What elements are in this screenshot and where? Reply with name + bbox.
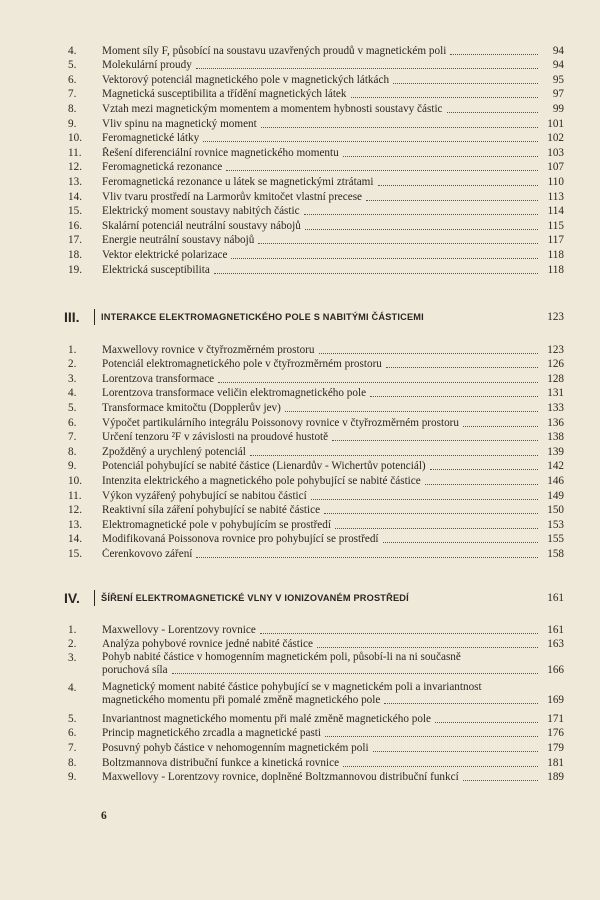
- entry-text: [102, 681, 564, 707]
- entry-page: 169: [547, 694, 564, 707]
- leader-dots: [304, 214, 538, 215]
- leader-dots: [383, 542, 538, 543]
- entry-number: 19.: [68, 263, 82, 276]
- toc-section-part3: [64, 622, 564, 784]
- entry-title: Moment síly F, působící na soustavu uzavřených proudů v magnetickém poli: [102, 44, 447, 57]
- entry-page: 139: [547, 445, 564, 458]
- chapter-heading-iv: [64, 588, 564, 608]
- leader-dots: [258, 243, 538, 244]
- entry-title: Feromagnetické látky: [102, 132, 200, 145]
- entry-title: Analýza pohybové rovnice jedné nabité částice: [102, 638, 313, 651]
- entry-title: Transformace kmitočtu (Dopplerův jev): [102, 401, 281, 414]
- entry-page: 176: [547, 727, 564, 740]
- entry-page: 155: [547, 533, 564, 546]
- entry-title: Vztah mezi magnetickým momentem a momentem hybnosti soustavy částic: [102, 102, 443, 115]
- entry-title: Lorentzova transformace: [102, 372, 215, 385]
- entry-page: 153: [547, 518, 564, 531]
- toc-entry: [64, 160, 564, 175]
- leader-dots: [393, 83, 538, 84]
- toc-entry: [64, 357, 564, 372]
- leader-dots: [285, 411, 538, 412]
- entry-title: Maxwellovy - Lorentzovy rovnice: [102, 623, 256, 636]
- toc-entry: [64, 651, 564, 681]
- page-number: 6: [101, 810, 107, 822]
- toc-entry: [64, 247, 564, 262]
- toc-entry: [64, 386, 564, 401]
- entry-text: [102, 651, 564, 677]
- entry-page: 118: [547, 263, 564, 276]
- entry-page: 97: [552, 88, 564, 101]
- entry-number: 15.: [68, 205, 82, 218]
- divider: [94, 309, 95, 325]
- toc-entry: [64, 726, 564, 741]
- entry-page: 133: [547, 401, 564, 414]
- leader-dots: [366, 200, 538, 201]
- entry-number: 2.: [68, 358, 77, 371]
- entry-title: Reaktivní síla záření pohybující se nabité částice: [102, 504, 321, 517]
- entry-title: Potenciál pohybující se nabité částice (Lienardův - Wichertův potenciál): [102, 460, 426, 473]
- leader-dots: [203, 141, 538, 142]
- entry-page: 101: [547, 117, 564, 130]
- entry-number: 6.: [68, 416, 77, 429]
- leader-dots: [317, 647, 538, 648]
- leader-dots: [324, 513, 538, 514]
- entry-title: Maxwellovy - Lorentzovy rovnice, doplněné Boltzmannovou distribuční funkcí: [102, 771, 459, 784]
- leader-dots: [450, 54, 538, 55]
- entry-page: 126: [547, 358, 564, 371]
- entry-number: 10.: [68, 132, 82, 145]
- leader-dots: [373, 751, 538, 752]
- toc-entry: [64, 342, 564, 357]
- entry-page: 146: [547, 474, 564, 487]
- entry-title: Potenciál elektromagnetického pole v čtyřrozměrném prostoru: [102, 358, 382, 371]
- entry-number: 4.: [68, 44, 77, 57]
- entry-page: 107: [547, 161, 564, 174]
- chapter-page: 123: [547, 311, 564, 323]
- entry-number: 5.: [68, 401, 77, 414]
- leader-dots: [231, 258, 538, 259]
- chapter-heading-iii: [64, 307, 564, 327]
- entry-page: 136: [547, 416, 564, 429]
- entry-number: 17.: [68, 234, 82, 247]
- toc-entry: [64, 430, 564, 445]
- entry-number: 8.: [68, 756, 77, 769]
- leader-dots: [172, 673, 538, 674]
- chapter-title: ŠÍŘENÍ ELEKTROMAGNETICKÉ VLNY V IONIZOVANÉM PROSTŘEDÍ: [101, 593, 409, 603]
- entry-title: Vektor elektrické polarizace: [102, 248, 228, 261]
- toc-entry: [64, 131, 564, 146]
- entry-title: Řešení diferenciální rovnice magnetického momentu: [102, 146, 339, 159]
- toc-entry: [64, 473, 564, 488]
- toc-entry: [64, 681, 564, 711]
- entry-title: Určení tenzoru ²F v závislosti na proudové hustotě: [102, 431, 329, 444]
- entry-number: 3.: [68, 372, 77, 385]
- toc-entry: [64, 400, 564, 415]
- entry-page: 94: [552, 59, 564, 72]
- entry-page: 150: [547, 504, 564, 517]
- entry-title-line2: [102, 664, 564, 677]
- leader-dots: [226, 170, 538, 171]
- entry-number: 9.: [68, 771, 77, 784]
- entry-title: Feromagnetická rezonance u látek se magnetickými ztrátami: [102, 175, 374, 188]
- entry-title: Elektrický moment soustavy nabitých částic: [102, 205, 300, 218]
- entry-title: Princip magnetického zrcadla a magnetické pasti: [102, 727, 321, 740]
- leader-dots: [319, 353, 539, 354]
- entry-page: 138: [547, 431, 564, 444]
- entry-title: Skalární potenciál neutrální soustavy nábojů: [102, 219, 301, 232]
- leader-dots: [196, 557, 538, 558]
- toc-entry: [64, 58, 564, 73]
- entry-title: magnetického momentu při pomalé změně magnetického pole: [102, 694, 381, 707]
- toc-entry: [64, 740, 564, 755]
- entry-page: 189: [547, 771, 564, 784]
- entry-page: 113: [547, 190, 564, 203]
- entry-number: 6.: [68, 73, 77, 86]
- leader-dots: [384, 703, 538, 704]
- entry-title: Výkon vyzářený pohybující se nabitou částicí: [102, 489, 307, 502]
- leader-dots: [261, 127, 538, 128]
- leader-dots: [435, 722, 538, 723]
- toc-entry: [64, 145, 564, 160]
- entry-number: 18.: [68, 248, 82, 261]
- leader-dots: [335, 528, 538, 529]
- entry-title: Magnetická susceptibilita a třídění magnetických látek: [102, 88, 347, 101]
- entry-number: 11.: [68, 146, 82, 159]
- leader-dots: [343, 156, 538, 157]
- chapter-title: INTERAKCE ELEKTROMAGNETICKÉHO POLE S NABITÝMI ČÁSTICEMI: [101, 312, 424, 322]
- leader-dots: [425, 484, 538, 485]
- leader-dots: [196, 68, 538, 69]
- entry-page: 161: [547, 623, 564, 636]
- entry-number: 13.: [68, 175, 82, 188]
- entry-title: Výpočet partikulárního integrálu Poissonovy rovnice v čtyřrozměrném prostoru: [102, 416, 459, 429]
- entry-title-line1: Magnetický moment nabité částice pohybující se v magnetickém poli a invariantnost: [102, 681, 482, 694]
- toc-entry: [64, 101, 564, 116]
- entry-number: 11.: [68, 489, 82, 502]
- entry-title: Zpožděný a urychlený potenciál: [102, 445, 246, 458]
- toc-entry: [64, 517, 564, 532]
- entry-page: 114: [547, 205, 564, 218]
- entry-title: Vektorový potenciál magnetického pole v magnetických látkách: [102, 73, 390, 86]
- entry-page: 181: [547, 756, 564, 769]
- entry-page: 123: [547, 343, 564, 356]
- toc-entry: [64, 371, 564, 386]
- entry-title: Čerenkovovo záření: [102, 547, 193, 560]
- entry-title: Feromagnetická rezonance: [102, 161, 223, 174]
- entry-page: 128: [547, 372, 564, 385]
- toc-section-part1: [64, 43, 564, 277]
- entry-title-line1: Pohyb nabité částice v homogenním magnetickém poli, působí-li na ni současně: [102, 651, 461, 664]
- entry-number: 4.: [68, 387, 77, 400]
- entry-number: 3.: [68, 652, 77, 665]
- entry-page: 166: [547, 664, 564, 677]
- entry-page: 163: [547, 638, 564, 651]
- entry-number: 12.: [68, 161, 82, 174]
- entry-number: 16.: [68, 219, 82, 232]
- entry-number: 15.: [68, 547, 82, 560]
- toc-entry: [64, 459, 564, 474]
- toc-entry: [64, 204, 564, 219]
- entry-title: Invariantnost magnetického momentu při malé změně magnetického pole: [102, 712, 431, 725]
- entry-title: poruchová síla: [102, 664, 168, 677]
- divider: [94, 590, 95, 606]
- entry-page: 179: [547, 741, 564, 754]
- leader-dots: [463, 426, 538, 427]
- entry-title: Vliv tvaru prostředí na Larmorův kmitočet vlastní precese: [102, 190, 363, 203]
- entry-title: Maxwellovy rovnice v čtyřrozměrném prostoru: [102, 343, 315, 356]
- toc-entry: [64, 503, 564, 518]
- entry-title: Molekulární proudy: [102, 59, 192, 72]
- leader-dots: [370, 396, 538, 397]
- leader-dots: [386, 367, 538, 368]
- entry-number: 14.: [68, 533, 82, 546]
- entry-number: 7.: [68, 741, 77, 754]
- toc-entry: [64, 174, 564, 189]
- entry-number: 9.: [68, 117, 77, 130]
- entry-number: 5.: [68, 59, 77, 72]
- chapter-number: IV.: [64, 590, 80, 606]
- entry-page: 115: [547, 219, 564, 232]
- entry-page: 171: [547, 712, 564, 725]
- entry-title: Lorentzova transformace veličin elektromagnetického pole: [102, 387, 367, 400]
- entry-number: 12.: [68, 504, 82, 517]
- entry-title: Elektromagnetické pole v pohybujícím se prostředí: [102, 518, 331, 531]
- toc-entry: [64, 444, 564, 459]
- toc-entry: [64, 488, 564, 503]
- toc-entry: [64, 622, 564, 637]
- leader-dots: [305, 229, 538, 230]
- leader-dots: [430, 469, 538, 470]
- entry-page: 118: [547, 248, 564, 261]
- entry-page: 103: [547, 146, 564, 159]
- entry-number: 1.: [68, 623, 77, 636]
- entry-page: 95: [552, 73, 564, 86]
- entry-number: 6.: [68, 727, 77, 740]
- entry-page: 142: [547, 460, 564, 473]
- entry-number: 1.: [68, 343, 77, 356]
- leader-dots: [332, 440, 538, 441]
- toc-entry: [64, 233, 564, 248]
- leader-dots: [378, 185, 539, 186]
- entry-number: 8.: [68, 102, 77, 115]
- toc-entry: [64, 43, 564, 58]
- entry-number: 13.: [68, 518, 82, 531]
- toc-entry: [64, 262, 564, 277]
- entry-number: 4.: [68, 682, 77, 695]
- leader-dots: [250, 455, 538, 456]
- toc-entry: [64, 116, 564, 131]
- entry-number: 7.: [68, 88, 77, 101]
- entry-page: 110: [547, 175, 564, 188]
- entry-title: Intenzita elektrického a magnetického pole pohybující se nabité částice: [102, 474, 421, 487]
- entry-title-line2: [102, 694, 564, 707]
- toc-entry: [64, 218, 564, 233]
- entry-page: 158: [547, 547, 564, 560]
- entry-title: Elektrická susceptibilita: [102, 263, 210, 276]
- entry-number: 14.: [68, 190, 82, 203]
- entry-page: 102: [547, 132, 564, 145]
- entry-number: 9.: [68, 460, 77, 473]
- chapter-page: 161: [547, 592, 564, 604]
- entry-title: Posuvný pohyb částice v nehomogenním magnetickém poli: [102, 741, 369, 754]
- toc-entry: [64, 415, 564, 430]
- toc-entry: [64, 189, 564, 204]
- entry-number: 10.: [68, 474, 82, 487]
- toc-entry: [64, 72, 564, 87]
- entry-number: 8.: [68, 445, 77, 458]
- toc-entry: [64, 637, 564, 652]
- leader-dots: [463, 780, 538, 781]
- toc-entry: [64, 711, 564, 726]
- leader-dots: [218, 382, 538, 383]
- entry-page: 149: [547, 489, 564, 502]
- toc-entry: [64, 546, 564, 561]
- entry-page: 117: [547, 234, 564, 247]
- toc-entry: [64, 532, 564, 547]
- entry-number: 5.: [68, 712, 77, 725]
- leader-dots: [260, 633, 538, 634]
- entry-title: Boltzmannova distribuční funkce a kinetická rovnice: [102, 756, 340, 769]
- leader-dots: [311, 499, 538, 500]
- entry-page: 131: [547, 387, 564, 400]
- entry-title: Vliv spinu na magnetický moment: [102, 117, 257, 130]
- toc-entry: [64, 755, 564, 770]
- entry-page: 99: [552, 102, 564, 115]
- leader-dots: [214, 273, 538, 274]
- toc-entry: [64, 87, 564, 102]
- leader-dots: [343, 766, 538, 767]
- toc-entry: [64, 770, 564, 785]
- toc-section-part2: [64, 342, 564, 561]
- leader-dots: [325, 736, 538, 737]
- entry-title: Energie neutrální soustavy nábojů: [102, 234, 255, 247]
- entry-title: Modifikovaná Poissonova rovnice pro pohybující se prostředí: [102, 533, 379, 546]
- entry-number: 2.: [68, 638, 77, 651]
- entry-page: 94: [552, 44, 564, 57]
- chapter-number: III.: [64, 309, 80, 325]
- leader-dots: [351, 97, 539, 98]
- entry-number: 7.: [68, 431, 77, 444]
- leader-dots: [447, 112, 538, 113]
